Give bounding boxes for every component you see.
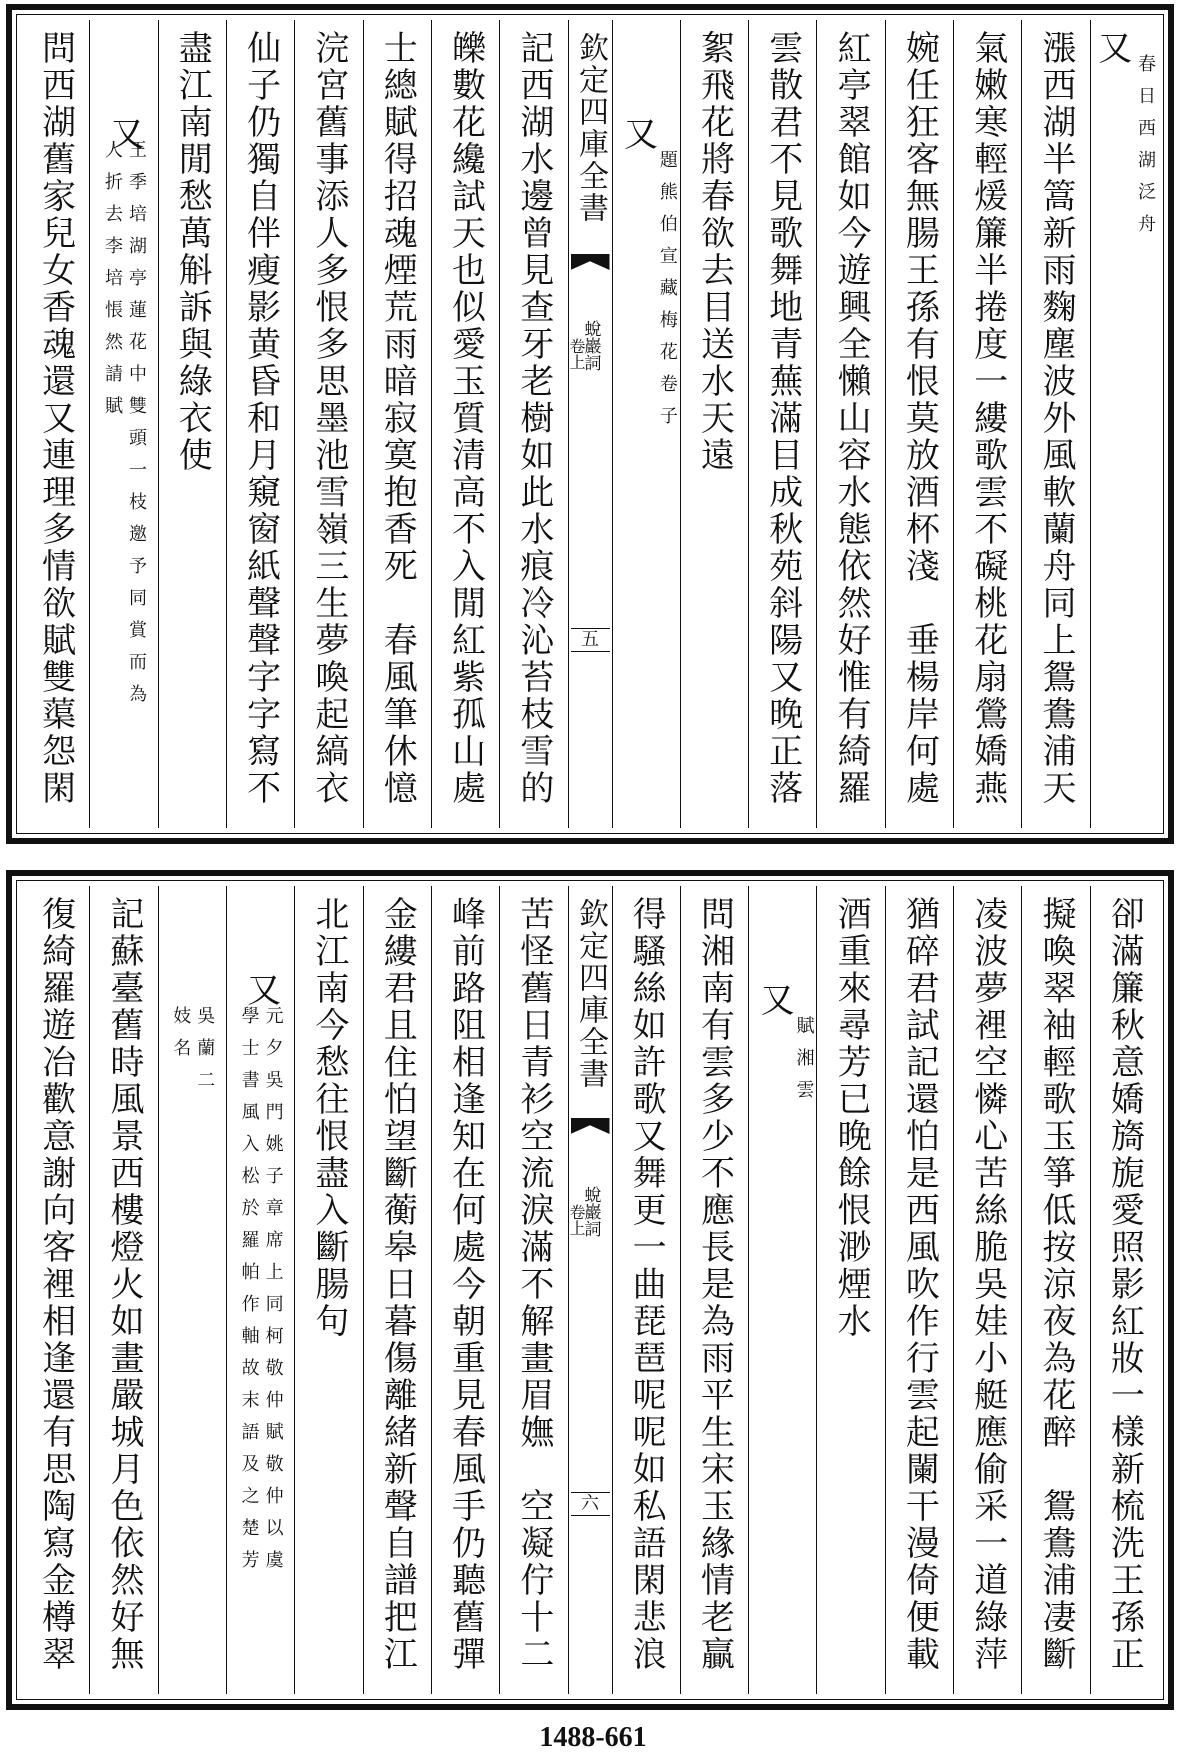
column-text bbox=[499, 20, 567, 828]
fish-tail-mark bbox=[571, 254, 610, 270]
column-text: 浣宮舊事添人多恨多思墨池雪嶺三生夢喚起縞衣 bbox=[308, 30, 349, 807]
top-page-frame bbox=[6, 4, 1174, 844]
column-text: 猶碎君試記還怕是西風吹作行雲起闌干漫倚便載 bbox=[899, 896, 940, 1673]
poem-title-note-pair bbox=[90, 140, 157, 716]
page-number: 五 bbox=[571, 628, 610, 652]
column-text bbox=[953, 886, 1021, 1694]
column-text bbox=[612, 886, 680, 1694]
page-footer-number: 1488-661 bbox=[539, 1722, 647, 1753]
names-note: 吳蘭二 bbox=[194, 1006, 216, 1102]
column-text: 問湘南有雲多少不應長是為雨平生宋玉緣情老贏 bbox=[694, 896, 735, 1673]
column-text: 得騷絲如許歌又舞更一曲琵琶呢呢如私語閑悲浪 bbox=[626, 896, 667, 1673]
column-text: 凌波夢裡空憐心苦絲脆吳娃小艇應偷采一道綠萍 bbox=[967, 896, 1008, 1673]
column-text bbox=[294, 886, 362, 1694]
column-text bbox=[431, 886, 499, 1694]
poem-title-note: 王季培湖亭蓮花中雙頭一枝邀予同賞而為 bbox=[125, 140, 147, 716]
column-text: 氣嫩寒輕煖簾半捲度一縷歌雲不礙桃花扇鶯嬌燕 bbox=[967, 30, 1008, 807]
column-text: 仙子仍獨自伴瘦影黄昏和月窺窗紙聲聲字字寫不 bbox=[240, 30, 281, 807]
center-fold bbox=[568, 886, 612, 1694]
column-text bbox=[89, 886, 157, 1694]
column-text bbox=[22, 886, 89, 1694]
column-title bbox=[1090, 20, 1158, 828]
poem-title-note-pair bbox=[227, 1006, 294, 1582]
column-text bbox=[1090, 886, 1158, 1694]
column-text bbox=[953, 20, 1021, 828]
poem-title-note: 賦湘雲 bbox=[793, 1016, 815, 1112]
book-title: 蛻巖詞 bbox=[580, 1186, 601, 1237]
column-text bbox=[431, 20, 499, 828]
poem-title-note: 春日西湖泛舟 bbox=[1135, 54, 1156, 246]
column-text bbox=[294, 20, 362, 828]
poem-title-you: 又 bbox=[240, 972, 281, 1009]
poem-title-you: 又 bbox=[1091, 30, 1132, 67]
column-text bbox=[363, 886, 431, 1694]
column-text: 擬喚翠袖輕歌玉箏低按涼夜為花醉 鴛鴦浦凄斷 bbox=[1036, 896, 1077, 1673]
column-text bbox=[816, 886, 884, 1694]
top-page bbox=[0, 0, 1186, 850]
column-text bbox=[363, 20, 431, 828]
column-text: 北江南今愁往恨盡入斷腸句 bbox=[308, 896, 349, 1340]
poem-title-note: 人折去李培悵然請賦 bbox=[101, 140, 123, 428]
column-text: 皪數花纔試天也似愛玉質清高不入閒紅紫孤山處 bbox=[445, 30, 486, 807]
column-text: 記蘇臺舊時風景西樓燈火如畫嚴城月色依然好無 bbox=[103, 896, 144, 1673]
column-text bbox=[748, 20, 816, 828]
column-text: 漲西湖半篙新雨麴塵波外風軟蘭舟同上鴛鴦浦天 bbox=[1036, 30, 1077, 807]
column-text: 卻滿簾秋意嬌旖旎愛照影紅妝一樣新梳洗王孫正 bbox=[1104, 896, 1145, 1673]
column-text bbox=[680, 886, 748, 1694]
poem-title-you: 又 bbox=[754, 982, 795, 1019]
column-text: 峰前路阻相逢知在何處今朝重見春風手仍聽舊彈 bbox=[445, 896, 486, 1673]
column-names bbox=[158, 886, 226, 1694]
poem-title-you: 又 bbox=[617, 116, 658, 153]
column-title bbox=[89, 20, 157, 828]
fish-tail-mark bbox=[571, 1118, 610, 1134]
collection-title: 欽定四庫全書 bbox=[573, 898, 608, 1090]
center-fold bbox=[568, 20, 612, 828]
column-title bbox=[748, 886, 816, 1694]
names-note: 妓名 bbox=[170, 1006, 192, 1070]
column-title bbox=[612, 20, 680, 828]
volume-label: 卷上 bbox=[567, 338, 586, 370]
collection-title: 欽定四庫全書 bbox=[573, 32, 608, 224]
column-text: 盡江南閒愁萬斛訴與綠衣使 bbox=[172, 30, 213, 474]
column-text: 酒重來尋芳已晚餘恨渺煙水 bbox=[831, 896, 872, 1340]
column-text bbox=[499, 886, 567, 1694]
top-page-columns bbox=[22, 20, 1158, 828]
column-text bbox=[885, 886, 953, 1694]
names-note-pair bbox=[159, 1006, 226, 1102]
poem-title-note: 元夕吳門姚子章席上同柯敬仲賦敬仲以虞 bbox=[262, 1006, 284, 1582]
column-text bbox=[158, 20, 226, 828]
poem-title-note: 學士書風入松於羅帕作軸故末語及之楚芳 bbox=[238, 1006, 260, 1582]
column-text bbox=[226, 20, 294, 828]
column-text bbox=[22, 20, 89, 828]
column-text bbox=[680, 20, 748, 828]
column-title bbox=[226, 886, 294, 1694]
bottom-page-frame bbox=[6, 870, 1174, 1710]
column-text: 金縷君且住怕望斷蘅皋日暮傷離緒新聲自譜把江 bbox=[377, 896, 418, 1673]
column-text bbox=[885, 20, 953, 828]
column-text: 復綺羅遊冶歡意謝向客裡相逢還有思陶寫金樽翠 bbox=[35, 896, 76, 1673]
book-title: 蛻巖詞 bbox=[580, 320, 601, 371]
poem-title-note: 題熊伯宣藏梅花卷子 bbox=[656, 150, 678, 438]
column-text: 記西湖水邊曾見查牙老樹如此水痕冷沁苔枝雪的 bbox=[513, 30, 554, 807]
column-text: 士總賦得招魂煙荒雨暗寂寞抱香死 春風筆休憶 bbox=[377, 30, 418, 807]
column-text: 問西湖舊家兒女香魂還又連理多情欲賦雙蕖怨閑 bbox=[35, 30, 76, 807]
column-text bbox=[1021, 886, 1089, 1694]
column-text bbox=[816, 20, 884, 828]
poem-title-you: 又 bbox=[103, 116, 144, 153]
page-number: 六 bbox=[571, 1492, 610, 1516]
volume-label: 卷上 bbox=[567, 1204, 586, 1236]
column-text: 紅亭翠館如今遊興全懶山容水態依然好惟有綺羅 bbox=[831, 30, 872, 807]
column-text: 雲散君不見歌舞地青蕪滿目成秋苑斜陽又晚正落 bbox=[762, 30, 803, 807]
column-text: 絮飛花將春欲去目送水天遠 bbox=[694, 30, 735, 474]
column-text: 婉任狂客無腸王孫有恨莫放酒杯淺 垂楊岸何處 bbox=[899, 30, 940, 807]
bottom-page-columns bbox=[22, 886, 1158, 1694]
bottom-page bbox=[0, 870, 1186, 1720]
column-text bbox=[1021, 20, 1089, 828]
column-text: 苦怪舊日青衫空流淚滿不解畫眉嫵 空凝佇十二 bbox=[513, 896, 554, 1673]
